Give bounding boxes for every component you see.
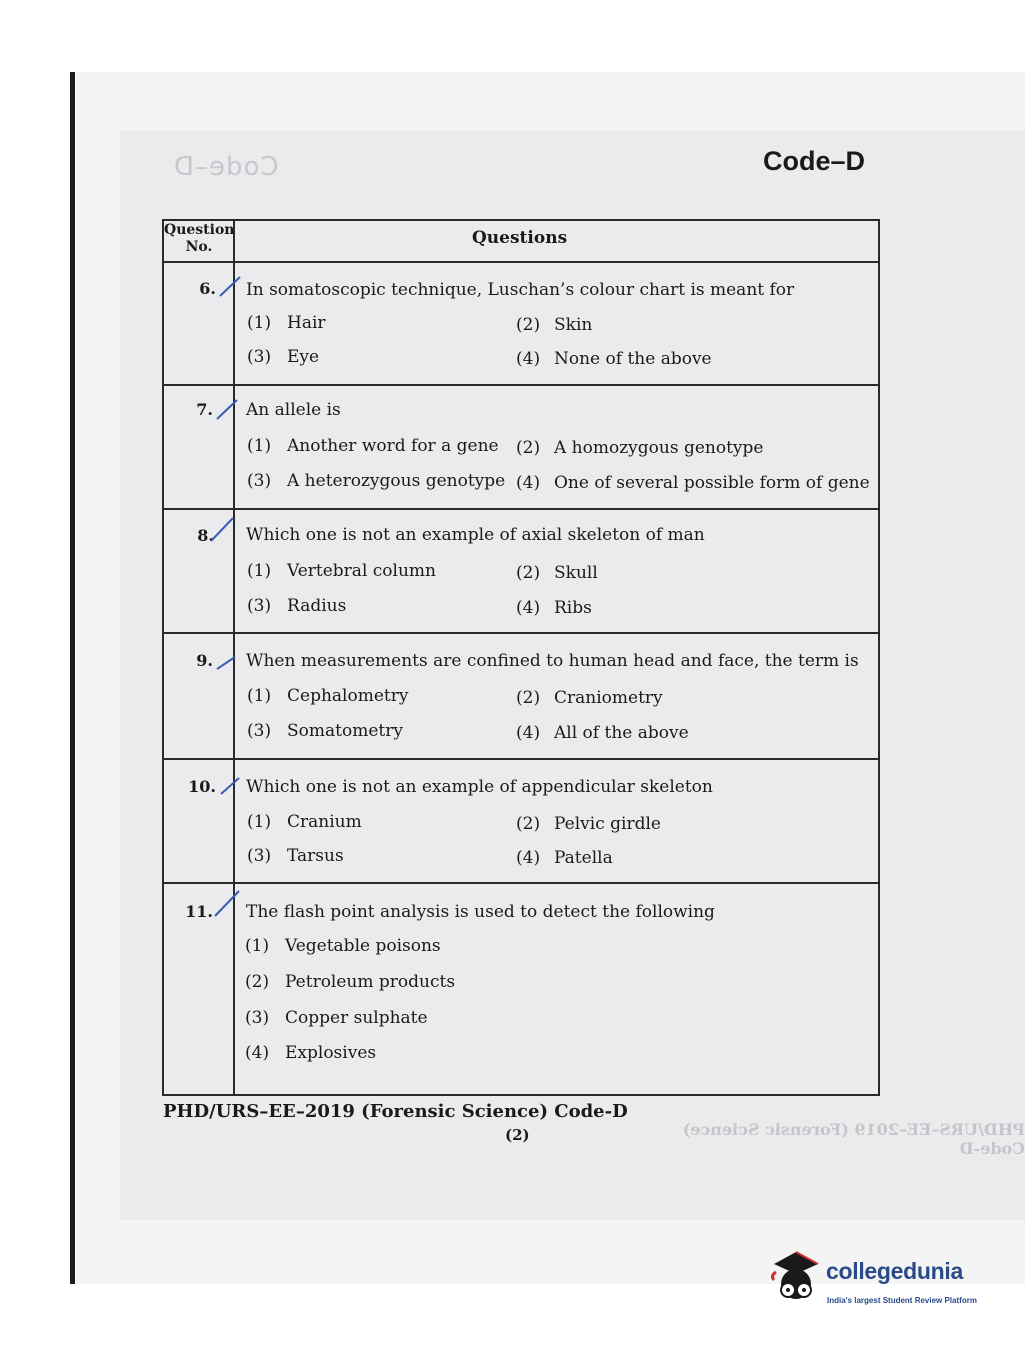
option-number: (2) <box>516 814 541 834</box>
option-3 <box>245 1008 428 1028</box>
option-3 <box>247 846 344 866</box>
question-number: 10. <box>188 777 216 796</box>
option-text: None of the above <box>554 349 712 369</box>
check-mark-icon <box>218 775 242 797</box>
option-text: Patella <box>554 848 613 868</box>
option-number: (2) <box>516 563 541 583</box>
option-1 <box>247 561 436 581</box>
option-text: Hair <box>287 313 326 333</box>
option-text: Cephalometry <box>287 686 409 706</box>
question-stem: An allele is <box>246 400 341 420</box>
column-header-question-no: Question No. <box>164 222 235 255</box>
option-text: Copper sulphate <box>285 1008 428 1028</box>
option-4 <box>516 349 712 369</box>
option-1 <box>247 313 326 333</box>
option-number: (2) <box>245 972 270 992</box>
option-2 <box>245 972 455 992</box>
page-number: (2) <box>505 1126 530 1144</box>
question-stem: In somatoscopic technique, Luschan’s colour chart is meant for <box>246 280 795 300</box>
header-divider <box>162 261 880 263</box>
option-text: A homozygous genotype <box>554 438 764 458</box>
row-divider <box>162 384 880 386</box>
row-divider <box>162 632 880 634</box>
option-3 <box>247 347 319 367</box>
option-2 <box>516 438 763 458</box>
option-number: (2) <box>516 438 541 458</box>
option-text: Cranium <box>287 812 362 832</box>
option-number: (1) <box>247 686 272 706</box>
option-3 <box>247 721 403 741</box>
option-number: (3) <box>247 596 272 616</box>
option-number: (4) <box>516 598 541 618</box>
option-text: Pelvic girdle <box>554 814 661 834</box>
row-divider <box>162 882 880 884</box>
footer-paper-code: PHD/URS–EE–2019 (Forensic Science) Code-D <box>163 1101 628 1122</box>
option-number: (4) <box>516 473 541 493</box>
option-number: (3) <box>247 721 272 741</box>
brand-name: collegedunia <box>826 1258 963 1284</box>
option-4 <box>516 598 592 618</box>
option-number: (1) <box>247 313 272 333</box>
option-text: Vertebral column <box>287 561 436 581</box>
option-number: (2) <box>516 315 541 335</box>
option-2 <box>516 814 661 834</box>
option-number: (3) <box>247 846 272 866</box>
scan-edge <box>70 72 75 1284</box>
option-2 <box>516 688 663 708</box>
option-1 <box>247 812 362 832</box>
option-1 <box>247 436 499 456</box>
option-1 <box>247 686 408 706</box>
option-3 <box>247 471 505 491</box>
option-2 <box>516 315 592 335</box>
check-mark-icon <box>214 397 240 423</box>
option-2 <box>516 563 598 583</box>
option-text: Skin <box>554 315 593 335</box>
check-mark-icon <box>208 515 236 545</box>
option-number: (4) <box>245 1043 270 1063</box>
question-number: 6. <box>199 279 216 298</box>
option-number: (4) <box>516 349 541 369</box>
option-text: Ribs <box>554 598 592 618</box>
option-3 <box>247 596 346 616</box>
question-stem: Which one is not an example of appendicular skeleton <box>246 777 713 797</box>
option-number: (1) <box>245 936 270 956</box>
question-stem: Which one is not an example of axial skeleton of man <box>246 525 705 545</box>
question-number: 8. <box>197 526 214 545</box>
option-text: Explosives <box>285 1043 377 1063</box>
question-stem: When measurements are confined to human head and face, the term is <box>246 651 859 671</box>
check-mark-icon <box>214 654 238 672</box>
option-1 <box>245 936 441 956</box>
option-text: Radius <box>287 596 347 616</box>
option-text: Somatometry <box>287 721 403 741</box>
option-4 <box>516 473 870 493</box>
option-text: Tarsus <box>287 846 344 866</box>
option-number: (3) <box>247 347 272 367</box>
option-text: Skull <box>554 563 598 583</box>
bleed-through-footer: PHD/URS–EE–2019 (Forensic Science) Code-D <box>682 1120 1025 1158</box>
option-text: Eye <box>287 347 320 367</box>
question-stem: The flash point analysis is used to detect the following <box>246 902 715 922</box>
option-number: (1) <box>247 436 272 456</box>
question-number: 9. <box>196 651 213 670</box>
option-text: All of the above <box>554 723 689 743</box>
row-divider <box>162 758 880 760</box>
option-text: Vegetable poisons <box>285 936 441 956</box>
option-number: (1) <box>247 812 272 832</box>
question-number: 11. <box>185 902 213 921</box>
option-text: Craniometry <box>554 688 663 708</box>
student-mascot-icon <box>768 1250 824 1314</box>
option-4 <box>516 848 613 868</box>
option-number: (2) <box>516 688 541 708</box>
option-4 <box>516 723 689 743</box>
brand-tagline: India's largest Student Review Platform <box>827 1296 977 1305</box>
column-header-questions: Questions <box>472 228 568 248</box>
collegedunia-logo <box>768 1250 998 1320</box>
option-text: Another word for a gene <box>287 436 499 456</box>
question-number: 7. <box>196 400 213 419</box>
option-number: (3) <box>247 471 272 491</box>
row-divider <box>162 508 880 510</box>
option-number: (1) <box>247 561 272 581</box>
option-text: One of several possible form of gene <box>554 473 870 493</box>
option-number: (4) <box>516 723 541 743</box>
bleed-through-code: Code–D <box>173 152 279 182</box>
option-text: Petroleum products <box>285 972 456 992</box>
option-4 <box>245 1043 376 1063</box>
check-mark-icon <box>216 274 244 300</box>
check-mark-icon <box>212 888 242 920</box>
option-number: (4) <box>516 848 541 868</box>
option-text: A heterozygous genotype <box>287 471 506 491</box>
paper-code-title: Code–D <box>763 146 866 176</box>
option-number: (3) <box>245 1008 270 1028</box>
